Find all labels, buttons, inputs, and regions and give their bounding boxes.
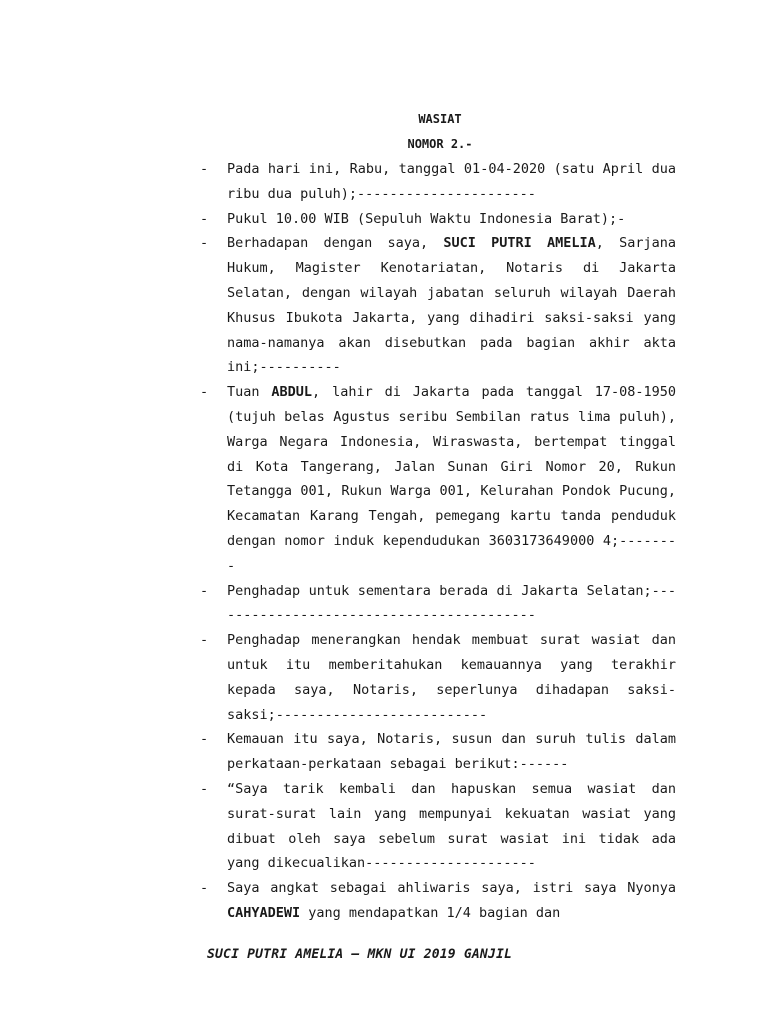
item-text: , Sarjana Hukum, Magister Kenotariatan, Notaris di Jakarta Selatan, dengan wilayah jabatan seluruh wilayah Daerah Khusus Ibukota Jakarta, yang dihadiri saksi-saksi yang nama-namanya akan disebutkan pada bagian akhir akta ini;---------- — [227, 235, 676, 376]
document-number: NOMOR 2.- — [407, 137, 473, 151]
deed-item — [200, 157, 676, 207]
item-text: Pukul 10.00 WIB (Sepuluh Waktu Indonesia Barat);- — [227, 210, 626, 227]
deed-items-list — [200, 157, 676, 926]
page-footer: SUCI PUTRI AMELIA – MKN UI 2019 GANJIL — [207, 947, 513, 962]
item-text: Pada hari ini, Rabu, tanggal 01-04-2020 (satu April dua ribu dua puluh);---------------------- — [227, 161, 676, 202]
item-text: Saya angkat sebagai ahliwaris saya, istri saya Nyonya — [227, 880, 676, 897]
deed-item — [200, 579, 676, 629]
item-text: Kemauan itu saya, Notaris, susun dan suruh tulis dalam perkataan-perkataan sebagai berikut:------ — [227, 731, 676, 773]
deed-item — [200, 380, 676, 578]
testator-name: ABDUL — [271, 384, 313, 401]
item-text: Penghadap untuk sementara berada di Jakarta Selatan;----------------------------------------- — [227, 582, 676, 624]
notary-name: SUCI PUTRI AMELIA — [443, 235, 596, 252]
document-title: WASIAT — [418, 112, 462, 126]
deed-item — [200, 727, 676, 777]
deed-item — [200, 628, 676, 727]
deed-item — [200, 876, 676, 926]
item-text: , lahir di Jakarta pada tanggal 17-08-1950 (tujuh belas Agustus seribu Sembilan ratus lima puluh), Warga Negara Indonesia, Wiraswasta, bertempat tinggal di Kota Tangerang, Jalan Sunan Giri Nomor 20, Rukun Tetangga 001, Rukun Warga 001, Kelurahan Pondok Pucung, Kecamatan Karang Tengah, pemegang kartu tanda penduduk dengan nomor induk kependudukan 3603173649000 4;-------- — [227, 384, 676, 574]
deed-item — [200, 207, 676, 232]
deed-item — [200, 231, 676, 380]
item-text: Berhadapan dengan saya, — [227, 235, 444, 252]
item-text: Penghadap menerangkan hendak membuat surat wasiat dan untuk itu memberitahukan kemauannya yang terakhir kepada saya, Notaris, seperlunya dihadapan saksi-saksi;-------------------------- — [227, 632, 676, 723]
item-text: Tuan — [227, 384, 272, 401]
item-text: “Saya tarik kembali dan hapuskan semua wasiat dan surat-surat lain yang mempunyai kekuatan wasiat yang dibuat oleh saya sebelum surat wasiat ini tidak ada yang dikecualikan--------------------- — [227, 780, 676, 872]
deed-item — [200, 777, 676, 876]
item-text: yang mendapatkan 1/4 bagian dan — [300, 904, 561, 921]
heir-name: CAHYADEWI — [227, 904, 301, 921]
